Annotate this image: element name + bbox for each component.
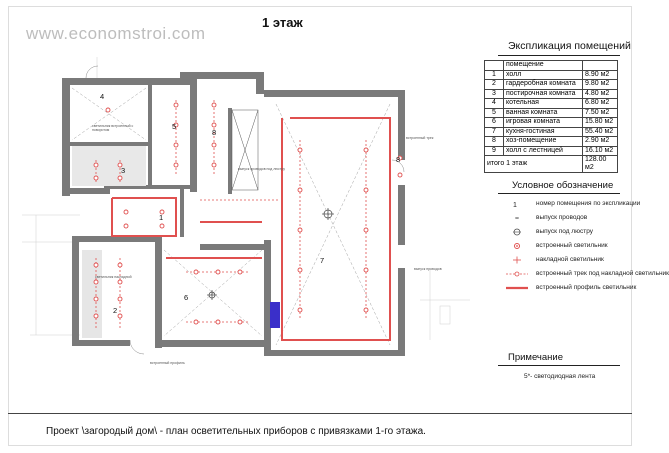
plan-note: светильник встроенный с поворотом [92, 124, 134, 132]
room-number-6: 6 [184, 293, 189, 302]
project-caption: Проект \загородый дом\ - план осветительных приборов с привязками 1-го этажа. [46, 426, 426, 437]
room-number-8: 8 [212, 128, 217, 137]
plan-note: встроенный профиль [150, 361, 185, 365]
staircase [232, 110, 258, 190]
plan-note: светильник накладной [95, 275, 132, 279]
divider [498, 55, 620, 56]
window-marker [270, 302, 280, 328]
room-number-7: 7 [320, 256, 325, 265]
header-cell: помещение [504, 61, 583, 71]
recessed-light-icon [504, 242, 530, 250]
page-title: 1 этаж [262, 15, 303, 30]
divider [498, 193, 620, 194]
note-text: 5*- светодиодная лента [524, 373, 596, 380]
wardrobe-fill [82, 250, 102, 338]
table-row: 6 игровая комната 15.80 м2 [485, 118, 618, 128]
door-swings [86, 66, 404, 354]
track-light-icon [504, 270, 530, 278]
room-number-8b: 8 [396, 155, 401, 164]
plan-note: выпуск проводов [414, 267, 442, 271]
svg-text:1: 1 [513, 202, 517, 209]
recessed-lights [94, 103, 402, 324]
legend-title: Условное обозначение [512, 180, 614, 191]
room-number-3: 3 [121, 166, 126, 175]
plan-note: выпуск проводов под люстру [238, 167, 285, 171]
table-row: 5 ванная комната 7.50 м2 [485, 108, 618, 118]
divider [498, 365, 620, 366]
room-number-5: 5 [172, 122, 177, 131]
room-number-2: 2 [113, 306, 118, 315]
table-row: 2 гардеробная комната 9.80 м2 [485, 80, 618, 90]
room-number-1: 1 [159, 213, 164, 222]
room-number-4: 4 [100, 92, 105, 101]
table-row: 4 котельная 6.80 м2 [485, 99, 618, 109]
table-row: 9 холл с лестницей 16.10 м2 [485, 146, 618, 156]
surface-light-icon [504, 256, 530, 264]
wire-output-icon [504, 214, 530, 222]
table-row: 1 холл 8.90 м2 [485, 70, 618, 80]
table-header-row [485, 61, 618, 71]
laundry-room-fill [72, 146, 146, 186]
led-profiles [112, 118, 390, 340]
room-number-symbol-icon [504, 200, 530, 208]
watermark: www.economstroi.com [26, 24, 206, 43]
chandelier-output-icon [504, 228, 530, 236]
table-row: 7 кухня-гостиная 55.40 м2 [485, 127, 618, 137]
explication-table [484, 60, 618, 173]
table-total-row: итого 1 этаж 128.00 м2 [485, 156, 618, 173]
table-row: 3 постирочная комната 4.80 м2 [485, 89, 618, 99]
led-profile-icon [504, 284, 530, 292]
plan-note: встроенный трек [406, 136, 434, 140]
note-title: Примечание [508, 352, 563, 363]
explication-title: Экспликация помещений [508, 40, 631, 52]
table-row: 8 хоз-помещение 2.90 м2 [485, 137, 618, 147]
